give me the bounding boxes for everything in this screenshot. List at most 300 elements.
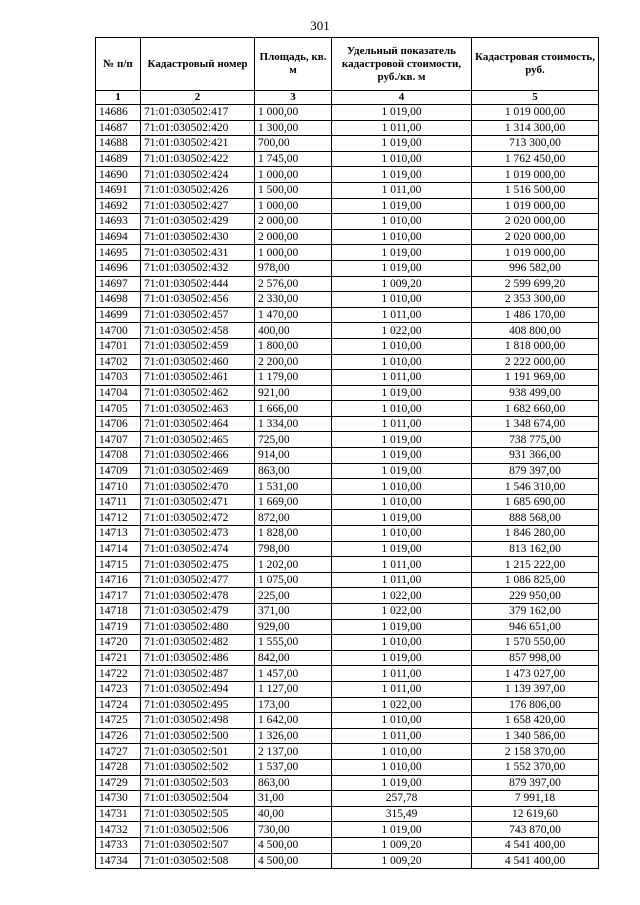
row-index: 14701 [96,338,141,354]
unit-value: 1 019,00 [332,541,472,557]
unit-value: 1 010,00 [332,214,472,230]
cadastral-number: 71:01:030502:475 [141,557,255,573]
unit-value: 1 010,00 [332,713,472,729]
cadastral-number: 71:01:030502:466 [141,448,255,464]
table-row [96,650,599,666]
row-index: 14710 [96,479,141,495]
area-value: 1 470,00 [255,307,332,323]
row-index: 14689 [96,151,141,167]
cadastral-value: 1 019 000,00 [472,105,599,121]
unit-value: 1 010,00 [332,229,472,245]
row-index: 14721 [96,650,141,666]
cadastral-number: 71:01:030502:479 [141,604,255,620]
row-index: 14702 [96,354,141,370]
cadastral-value: 1 685 690,00 [472,494,599,510]
column-number: 4 [332,91,472,105]
cadastral-value: 888 568,00 [472,510,599,526]
cadastral-value: 1 682 660,00 [472,401,599,417]
cadastral-number: 71:01:030502:501 [141,744,255,760]
row-index: 14731 [96,806,141,822]
area-value: 1 745,00 [255,151,332,167]
unit-value: 257,78 [332,791,472,807]
unit-value: 1 010,00 [332,635,472,651]
row-index: 14726 [96,728,141,744]
area-value: 921,00 [255,385,332,401]
cadastral-number: 71:01:030502:507 [141,837,255,853]
unit-value: 1 010,00 [332,744,472,760]
row-index: 14700 [96,323,141,339]
area-value: 1 075,00 [255,572,332,588]
cadastral-value: 379 162,00 [472,604,599,620]
row-index: 14699 [96,307,141,323]
row-index: 14707 [96,432,141,448]
cadastral-number: 71:01:030502:420 [141,120,255,136]
table-row [96,245,599,261]
page-number: 301 [310,18,330,33]
cadastral-value: 1 818 000,00 [472,338,599,354]
cadastral-number: 71:01:030502:480 [141,619,255,635]
cadastral-number: 71:01:030502:495 [141,697,255,713]
table-row [96,572,599,588]
table-header-row [96,38,599,91]
table-row [96,401,599,417]
area-value: 225,00 [255,588,332,604]
cadastral-value-table [95,37,599,869]
table-row [96,697,599,713]
row-index: 14724 [96,697,141,713]
cadastral-value: 1 019 000,00 [472,167,599,183]
cadastral-number: 71:01:030502:470 [141,479,255,495]
cadastral-number: 71:01:030502:465 [141,432,255,448]
row-index: 14696 [96,260,141,276]
cadastral-number: 71:01:030502:458 [141,323,255,339]
cadastral-value: 1 546 310,00 [472,479,599,495]
cadastral-number: 71:01:030502:482 [141,635,255,651]
area-value: 2 000,00 [255,229,332,245]
unit-value: 1 011,00 [332,370,472,386]
cadastral-number: 71:01:030502:432 [141,260,255,276]
area-value: 1 000,00 [255,105,332,121]
cadastral-number: 71:01:030502:498 [141,713,255,729]
cadastral-number: 71:01:030502:494 [141,681,255,697]
cadastral-value: 738 775,00 [472,432,599,448]
cadastral-number: 71:01:030502:417 [141,105,255,121]
unit-value: 1 011,00 [332,182,472,198]
row-index: 14688 [96,136,141,152]
cadastral-value: 938 499,00 [472,385,599,401]
area-value: 1 000,00 [255,198,332,214]
unit-value: 1 011,00 [332,416,472,432]
cadastral-value: 813 162,00 [472,541,599,557]
row-index: 14727 [96,744,141,760]
cadastral-number: 71:01:030502:471 [141,494,255,510]
cadastral-number: 71:01:030502:426 [141,182,255,198]
table-row [96,167,599,183]
table-row [96,260,599,276]
unit-value: 1 019,00 [332,198,472,214]
cadastral-value: 408 800,00 [472,323,599,339]
unit-value: 1 010,00 [332,292,472,308]
table-row [96,182,599,198]
table-row [96,323,599,339]
table-row [96,494,599,510]
area-value: 371,00 [255,604,332,620]
cadastral-number: 71:01:030502:487 [141,666,255,682]
row-index: 14698 [96,292,141,308]
column-number: 2 [141,91,255,105]
cadastral-number: 71:01:030502:456 [141,292,255,308]
unit-value: 1 009,20 [332,853,472,869]
cadastral-number: 71:01:030502:503 [141,775,255,791]
cadastral-value: 857 998,00 [472,650,599,666]
area-value: 1 334,00 [255,416,332,432]
unit-value: 1 010,00 [332,338,472,354]
table-row [96,759,599,775]
table-row [96,635,599,651]
area-value: 173,00 [255,697,332,713]
cadastral-value: 996 582,00 [472,260,599,276]
row-index: 14712 [96,510,141,526]
area-value: 2 137,00 [255,744,332,760]
area-value: 1 828,00 [255,526,332,542]
area-value: 978,00 [255,260,332,276]
cadastral-value: 1 139 397,00 [472,681,599,697]
area-value: 1 300,00 [255,120,332,136]
unit-value: 1 009,20 [332,837,472,853]
row-index: 14722 [96,666,141,682]
row-index: 14714 [96,541,141,557]
cadastral-value: 4 541 400,00 [472,837,599,853]
unit-value: 1 019,00 [332,619,472,635]
cadastral-value: 4 541 400,00 [472,853,599,869]
table-row [96,229,599,245]
table-row [96,775,599,791]
table-row [96,853,599,869]
cadastral-number: 71:01:030502:430 [141,229,255,245]
cadastral-value: 1 348 674,00 [472,416,599,432]
unit-value: 1 011,00 [332,728,472,744]
unit-value: 1 010,00 [332,401,472,417]
cadastral-number: 71:01:030502:477 [141,572,255,588]
area-value: 1 666,00 [255,401,332,417]
table-row [96,588,599,604]
unit-value: 1 019,00 [332,448,472,464]
unit-value: 1 019,00 [332,822,472,838]
cadastral-value: 713 300,00 [472,136,599,152]
row-index: 14728 [96,759,141,775]
cadastral-value: 1 570 550,00 [472,635,599,651]
table-row [96,463,599,479]
table-row [96,681,599,697]
unit-value: 1 010,00 [332,759,472,775]
cadastral-number: 71:01:030502:424 [141,167,255,183]
cadastral-number: 71:01:030502:474 [141,541,255,557]
row-index: 14718 [96,604,141,620]
cadastral-value: 2 020 000,00 [472,214,599,230]
table-row [96,728,599,744]
cadastral-value: 1 762 450,00 [472,151,599,167]
area-value: 2 000,00 [255,214,332,230]
table-row [96,837,599,853]
header-unit-value: Удельный показатель кадастровой стоимости, руб./кв. м [332,38,472,91]
unit-value: 1 010,00 [332,494,472,510]
table-row [96,510,599,526]
area-value: 730,00 [255,822,332,838]
cadastral-value: 1 191 969,00 [472,370,599,386]
cadastral-value: 1 552 370,00 [472,759,599,775]
cadastral-value: 1 473 027,00 [472,666,599,682]
header-cadastral-number: Кадастровый номер [141,38,255,91]
row-index: 14705 [96,401,141,417]
cadastral-value: 1 314 300,00 [472,120,599,136]
header-index: № п/п [96,38,141,91]
cadastral-number: 71:01:030502:502 [141,759,255,775]
row-index: 14711 [96,494,141,510]
unit-value: 1 019,00 [332,463,472,479]
unit-value: 1 019,00 [332,510,472,526]
unit-value: 1 011,00 [332,572,472,588]
cadastral-value: 1 658 420,00 [472,713,599,729]
area-value: 842,00 [255,650,332,666]
row-index: 14686 [96,105,141,121]
unit-value: 1 019,00 [332,245,472,261]
area-value: 1 457,00 [255,666,332,682]
row-index: 14730 [96,791,141,807]
area-value: 929,00 [255,619,332,635]
table-row [96,666,599,682]
area-value: 1 202,00 [255,557,332,573]
table-row [96,354,599,370]
row-index: 14703 [96,370,141,386]
unit-value: 1 022,00 [332,323,472,339]
cadastral-number: 71:01:030502:460 [141,354,255,370]
table-row [96,292,599,308]
table-row [96,416,599,432]
cadastral-value: 1 516 500,00 [472,182,599,198]
area-value: 2 330,00 [255,292,332,308]
unit-value: 1 011,00 [332,307,472,323]
table-row [96,105,599,121]
row-index: 14720 [96,635,141,651]
table-row [96,214,599,230]
area-value: 1 500,00 [255,182,332,198]
unit-value: 315,49 [332,806,472,822]
cadastral-number: 71:01:030502:478 [141,588,255,604]
cadastral-value: 2 222 000,00 [472,354,599,370]
area-value: 725,00 [255,432,332,448]
cadastral-number: 71:01:030502:469 [141,463,255,479]
table-row [96,385,599,401]
cadastral-value: 2 158 370,00 [472,744,599,760]
table-row [96,151,599,167]
cadastral-value: 229 950,00 [472,588,599,604]
unit-value: 1 019,00 [332,136,472,152]
cadastral-number: 71:01:030502:472 [141,510,255,526]
area-value: 872,00 [255,510,332,526]
area-value: 914,00 [255,448,332,464]
table-row [96,370,599,386]
row-index: 14719 [96,619,141,635]
cadastral-number: 71:01:030502:459 [141,338,255,354]
unit-value: 1 011,00 [332,557,472,573]
row-index: 14691 [96,182,141,198]
cadastral-value: 2 599 699,20 [472,276,599,292]
area-value: 1 537,00 [255,759,332,775]
area-value: 863,00 [255,775,332,791]
unit-value: 1 019,00 [332,775,472,791]
row-index: 14693 [96,214,141,230]
unit-value: 1 010,00 [332,151,472,167]
cadastral-value: 931 366,00 [472,448,599,464]
area-value: 1 642,00 [255,713,332,729]
table-row [96,448,599,464]
area-value: 1 000,00 [255,245,332,261]
unit-value: 1 019,00 [332,105,472,121]
unit-value: 1 010,00 [332,526,472,542]
unit-value: 1 022,00 [332,604,472,620]
table-body [96,105,599,869]
table-row [96,432,599,448]
row-index: 14704 [96,385,141,401]
cadastral-value: 1 340 586,00 [472,728,599,744]
table-row [96,541,599,557]
area-value: 700,00 [255,136,332,152]
unit-value: 1 022,00 [332,588,472,604]
table-row [96,136,599,152]
unit-value: 1 011,00 [332,666,472,682]
area-value: 4 500,00 [255,837,332,853]
area-value: 2 576,00 [255,276,332,292]
header-area: Площадь, кв. м [255,38,332,91]
unit-value: 1 010,00 [332,354,472,370]
area-value: 1 800,00 [255,338,332,354]
table-row [96,276,599,292]
table-row [96,198,599,214]
cadastral-value: 2 353 300,00 [472,292,599,308]
cadastral-number: 71:01:030502:464 [141,416,255,432]
row-index: 14723 [96,681,141,697]
cadastral-number: 71:01:030502:504 [141,791,255,807]
row-index: 14694 [96,229,141,245]
area-value: 40,00 [255,806,332,822]
cadastral-value: 1 086 825,00 [472,572,599,588]
table-row [96,822,599,838]
row-index: 14715 [96,557,141,573]
unit-value: 1 019,00 [332,260,472,276]
cadastral-value: 743 870,00 [472,822,599,838]
cadastral-value: 1 846 280,00 [472,526,599,542]
cadastral-value: 946 651,00 [472,619,599,635]
unit-value: 1 022,00 [332,697,472,713]
row-index: 14706 [96,416,141,432]
table-row [96,744,599,760]
cadastral-value: 12 619,60 [472,806,599,822]
unit-value: 1 019,00 [332,167,472,183]
area-value: 31,00 [255,791,332,807]
table-row [96,619,599,635]
row-index: 14708 [96,448,141,464]
cadastral-number: 71:01:030502:462 [141,385,255,401]
row-index: 14725 [96,713,141,729]
cadastral-number: 71:01:030502:473 [141,526,255,542]
area-value: 1 000,00 [255,167,332,183]
unit-value: 1 009,20 [332,276,472,292]
table-row [96,307,599,323]
table-row [96,791,599,807]
cadastral-number: 71:01:030502:421 [141,136,255,152]
area-value: 400,00 [255,323,332,339]
table-row [96,604,599,620]
cadastral-number: 71:01:030502:457 [141,307,255,323]
row-index: 14687 [96,120,141,136]
area-value: 863,00 [255,463,332,479]
cadastral-value: 2 020 000,00 [472,229,599,245]
table-row [96,338,599,354]
cadastral-number: 71:01:030502:444 [141,276,255,292]
column-number: 3 [255,91,332,105]
row-index: 14734 [96,853,141,869]
cadastral-value: 1 019 000,00 [472,198,599,214]
row-index: 14709 [96,463,141,479]
column-number-row [96,91,599,105]
cadastral-number: 71:01:030502:422 [141,151,255,167]
cadastral-number: 71:01:030502:431 [141,245,255,261]
area-value: 1 326,00 [255,728,332,744]
cadastral-value: 1 486 170,00 [472,307,599,323]
unit-value: 1 019,00 [332,650,472,666]
area-value: 2 200,00 [255,354,332,370]
unit-value: 1 011,00 [332,681,472,697]
row-index: 14713 [96,526,141,542]
area-value: 798,00 [255,541,332,557]
unit-value: 1 010,00 [332,479,472,495]
cadastral-number: 71:01:030502:486 [141,650,255,666]
unit-value: 1 019,00 [332,385,472,401]
row-index: 14695 [96,245,141,261]
header-cadastral-value: Кадастровая стоимость, руб. [472,38,599,91]
row-index: 14716 [96,572,141,588]
row-index: 14697 [96,276,141,292]
area-value: 1 531,00 [255,479,332,495]
cadastral-value: 1 215 222,00 [472,557,599,573]
column-number: 5 [472,91,599,105]
cadastral-number: 71:01:030502:427 [141,198,255,214]
table-row [96,806,599,822]
unit-value: 1 019,00 [332,432,472,448]
row-index: 14733 [96,837,141,853]
area-value: 1 179,00 [255,370,332,386]
row-index: 14717 [96,588,141,604]
cadastral-value: 1 019 000,00 [472,245,599,261]
table-row [96,713,599,729]
area-value: 1 127,00 [255,681,332,697]
column-number: 1 [96,91,141,105]
unit-value: 1 011,00 [332,120,472,136]
row-index: 14729 [96,775,141,791]
area-value: 1 555,00 [255,635,332,651]
cadastral-number: 71:01:030502:429 [141,214,255,230]
row-index: 14690 [96,167,141,183]
area-value: 4 500,00 [255,853,332,869]
cadastral-number: 71:01:030502:461 [141,370,255,386]
cadastral-number: 71:01:030502:505 [141,806,255,822]
cadastral-number: 71:01:030502:508 [141,853,255,869]
cadastral-number: 71:01:030502:463 [141,401,255,417]
row-index: 14692 [96,198,141,214]
table-row [96,526,599,542]
table-row [96,557,599,573]
cadastral-number: 71:01:030502:506 [141,822,255,838]
